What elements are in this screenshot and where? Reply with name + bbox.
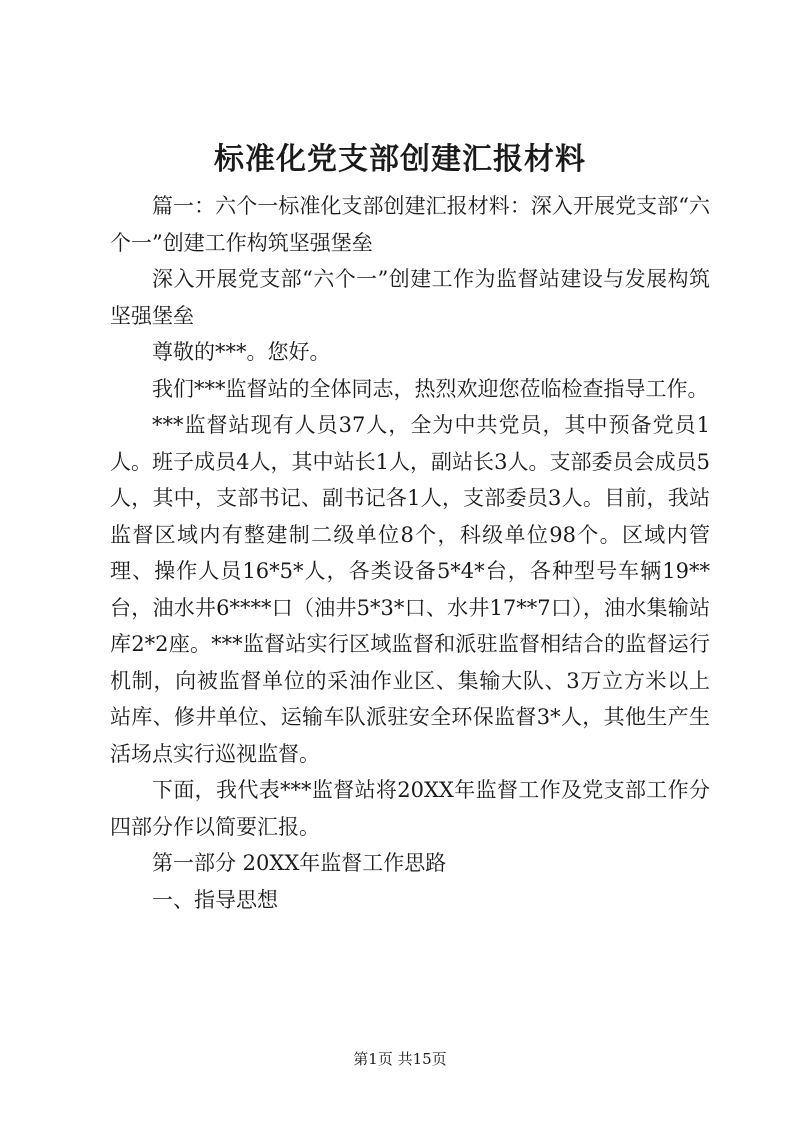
- subsection-heading: 一、指导思想: [152, 887, 278, 912]
- paragraph-1: 篇一：六个一标准化支部创建汇报材料：深入开展党支部“六个一”创建工作构筑坚强堡垒: [110, 194, 710, 255]
- paragraph-2: 深入开展党支部“六个一”创建工作为监督站建设与发展构筑坚强堡垒: [110, 267, 710, 328]
- document-title: 标准化党支部创建汇报材料: [214, 142, 586, 177]
- document-body: [110, 188, 710, 918]
- paragraph-5: ***监督站现有人员37人，全为中共党员，其中预备党员1人。班子成员4人，其中站长1人，副站长3人。支部委员会成员5人，其中，支部书记、副书记各1人，支部委员3人。目前，我站监督区域内有整建制二级单位8个，科级单位98个。区域内管理、操作人员16*5*人，各类设备5*4*台，各种型号车辆19**台，油水井6****口（油井5*3*口、水井17**7口），油水集输站库2*2座。***监督站实行区域监督和派驻监督相结合的监督运行机制，向被监督单位的采油作业区、集输大队、3万立方米以上站库、修井单位、运输车队派驻安全环保监督3*人，其他生产生活场点实行巡视监督。: [110, 413, 710, 766]
- paragraph-3: 尊敬的***。您好。: [152, 340, 331, 364]
- paragraph-4: 我们***监督站的全体同志，热烈欢迎您莅临检查指导工作。: [152, 376, 709, 401]
- page-footer: 第1页 共15页: [353, 1050, 447, 1068]
- section-heading: 第一部分 20XX年监督工作思路: [152, 851, 447, 875]
- paragraph-6: 下面，我代表***监督站将20XX年监督工作及党支部工作分四部分作以简要汇报。: [110, 778, 710, 839]
